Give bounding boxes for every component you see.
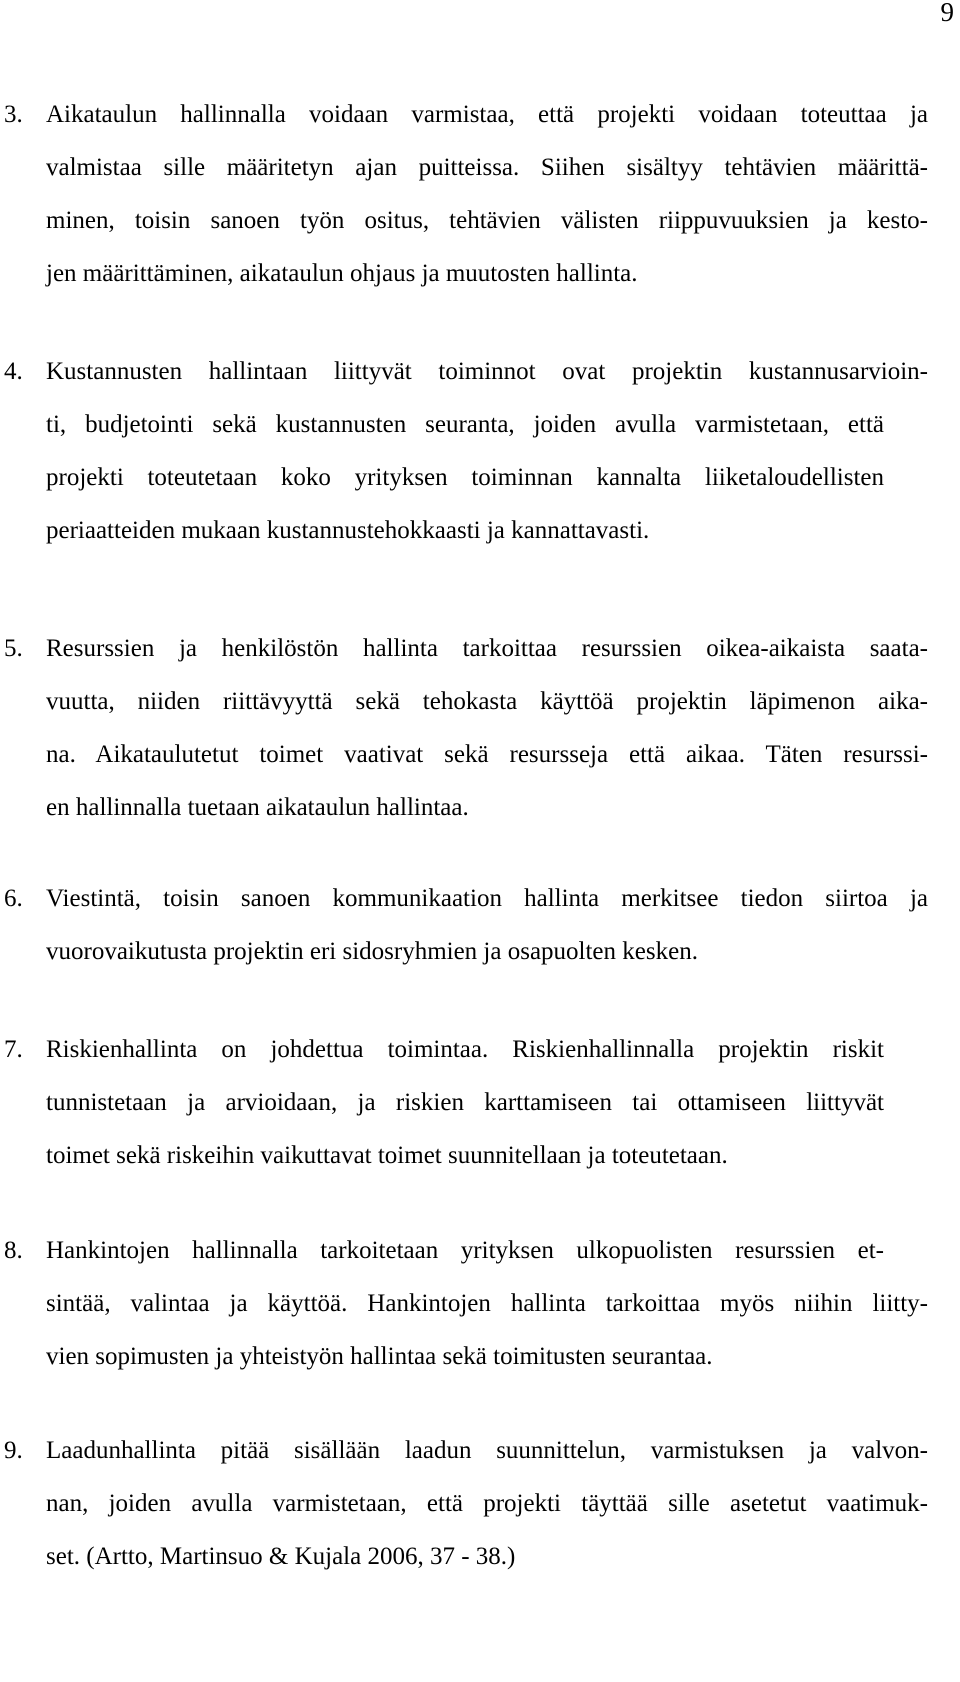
list-item-line: Viestintä, toisin sanoen kommunikaation hallinta merkitsee tiedon siirtoa ja xyxy=(46,885,928,912)
list-item-number: 9. xyxy=(4,1437,23,1464)
list-item-line: vuutta, niiden riittävyyttä sekä tehokasta käyttöä projektin läpimenon aika- xyxy=(46,688,928,715)
list-item-number: 5. xyxy=(4,635,23,662)
list-item-line: vien sopimusten ja yhteistyön hallintaa sekä toimitusten seurantaa. xyxy=(46,1343,713,1370)
list-item-line: en hallinnalla tuetaan aikataulun hallintaa. xyxy=(46,794,469,821)
list-item-line: Aikataulun hallinnalla voidaan varmistaa, että projekti voidaan toteuttaa ja xyxy=(46,101,928,128)
list-item-line: nan, joiden avulla varmistetaan, että projekti täyttää sille asetetut vaatimuk- xyxy=(46,1490,928,1517)
list-item-number: 8. xyxy=(4,1237,23,1264)
list-item-number: 3. xyxy=(4,101,23,128)
list-item-line: Laadunhallinta pitää sisällään laadun suunnittelun, varmistuksen ja valvon- xyxy=(46,1437,928,1464)
list-item-line: valmistaa sille määritetyn ajan puitteissa. Siihen sisältyy tehtävien määrittä- xyxy=(46,154,928,181)
list-item-line: Kustannusten hallintaan liittyvät toiminnot ovat projektin kustannusarvioin- xyxy=(46,358,928,385)
list-item-line: ti, budjetointi sekä kustannusten seuranta, joiden avulla varmistetaan, että xyxy=(46,411,884,438)
list-item-line: Riskienhallinta on johdettua toimintaa. Riskienhallinnalla projektin riskit xyxy=(46,1036,884,1063)
list-item-number: 6. xyxy=(4,885,23,912)
list-item-line: periaatteiden mukaan kustannustehokkaasti ja kannattavasti. xyxy=(46,517,650,544)
list-item-number: 4. xyxy=(4,358,23,385)
list-item-line: Hankintojen hallinnalla tarkoitetaan yrityksen ulkopuolisten resurssien et- xyxy=(46,1237,884,1264)
list-item-line: jen määrittäminen, aikataulun ohjaus ja muutosten hallinta. xyxy=(46,260,638,287)
list-item-line: set. (Artto, Martinsuo & Kujala 2006, 37 - 38.) xyxy=(46,1543,516,1570)
list-item-line: Resurssien ja henkilöstön hallinta tarkoittaa resurssien oikea-aikaista saata- xyxy=(46,635,928,662)
list-item-line: na. Aikataulutetut toimet vaativat sekä resursseja että aikaa. Täten resurssi- xyxy=(46,741,928,768)
list-item-line: tunnistetaan ja arvioidaan, ja riskien karttamiseen tai ottamiseen liittyvät xyxy=(46,1089,884,1116)
list-item-number: 7. xyxy=(4,1036,23,1063)
list-item-line: vuorovaikutusta projektin eri sidosryhmien ja osapuolten kesken. xyxy=(46,938,698,965)
page-number: 9 xyxy=(940,0,954,27)
list-item-line: toimet sekä riskeihin vaikuttavat toimet suunnitellaan ja toteutetaan. xyxy=(46,1142,728,1169)
list-item-line: sintää, valintaa ja käyttöä. Hankintojen hallinta tarkoittaa myös niihin liitty- xyxy=(46,1290,928,1317)
list-item-line: minen, toisin sanoen työn ositus, tehtävien välisten riippuvuuksien ja kesto- xyxy=(46,207,928,234)
list-item-line: projekti toteutetaan koko yrityksen toiminnan kannalta liiketaloudellisten xyxy=(46,464,884,491)
